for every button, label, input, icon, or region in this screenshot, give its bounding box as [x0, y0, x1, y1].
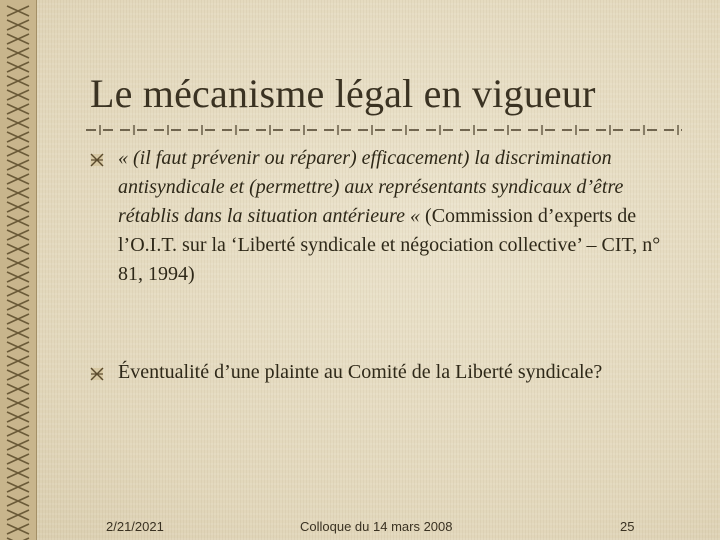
stitch-mark [7, 104, 29, 114]
stitch-mark [7, 118, 29, 128]
stitch-mark [7, 188, 29, 198]
stitch-mark [7, 398, 29, 408]
footer-page-number: 25 [620, 519, 635, 534]
stitch-mark [7, 342, 29, 352]
divider-ticks [100, 125, 678, 135]
bullet-1-citation: (Commission d’experts de l’O.I.T. sur la ‘Liberté syndicale et négociation collective’ – CIT, n° 81, 1994) [118, 205, 661, 285]
stitch-mark [7, 426, 29, 436]
stitch-mark [7, 496, 29, 506]
stitch-mark [7, 384, 29, 394]
stitch-mark [7, 510, 29, 520]
stitch-mark [7, 454, 29, 464]
bullet-text-2: Éventualité d’une plainte au Comité de la Liberté syndicale? [118, 361, 603, 383]
stitch-mark [7, 62, 29, 72]
stitch-mark [7, 440, 29, 450]
stitch-mark [7, 202, 29, 212]
stitch-mark [7, 314, 29, 324]
stitch-mark [7, 90, 29, 100]
stitch-mark [7, 258, 29, 268]
stitch-mark [7, 356, 29, 366]
stitch-mark [7, 6, 29, 16]
stitch-mark [7, 174, 29, 184]
stitch-mark [7, 20, 29, 30]
slide-title: Le mécanisme légal en vigueur [90, 71, 596, 116]
stitch-mark [7, 286, 29, 296]
stitch-mark [7, 468, 29, 478]
bullet-1-quote: « (il faut prévenir ou réparer) efficacement) la discrimination antisyndicale et (permettre) aux représentants syndicaux d’être rétablis dans la situation antérieure « [118, 147, 624, 227]
stitch-mark [7, 300, 29, 310]
stitch-mark [7, 76, 29, 86]
bullet-text-1 [118, 144, 680, 289]
binding-spine [0, 0, 37, 540]
stitch-mark [7, 272, 29, 282]
stitch-mark [7, 370, 29, 380]
stitch-mark [7, 216, 29, 226]
stitch-mark [7, 48, 29, 58]
footer-title: Colloque du 14 mars 2008 [300, 519, 453, 534]
stitch-mark [7, 482, 29, 492]
binding-stitch-bullet-icon [90, 367, 104, 381]
title-divider [86, 124, 686, 136]
binding-stitch-bullet-icon [90, 153, 104, 167]
stitch-mark [7, 146, 29, 156]
stitch-mark [7, 160, 29, 170]
stitch-mark [7, 34, 29, 44]
stitch-mark [7, 524, 29, 534]
stitch-mark [7, 132, 29, 142]
stitch-mark [7, 328, 29, 338]
stitch-mark [7, 412, 29, 422]
binding-stitches [0, 0, 36, 540]
footer-date: 2/21/2021 [106, 519, 164, 534]
stitch-mark [7, 244, 29, 254]
stitch-mark [7, 230, 29, 240]
